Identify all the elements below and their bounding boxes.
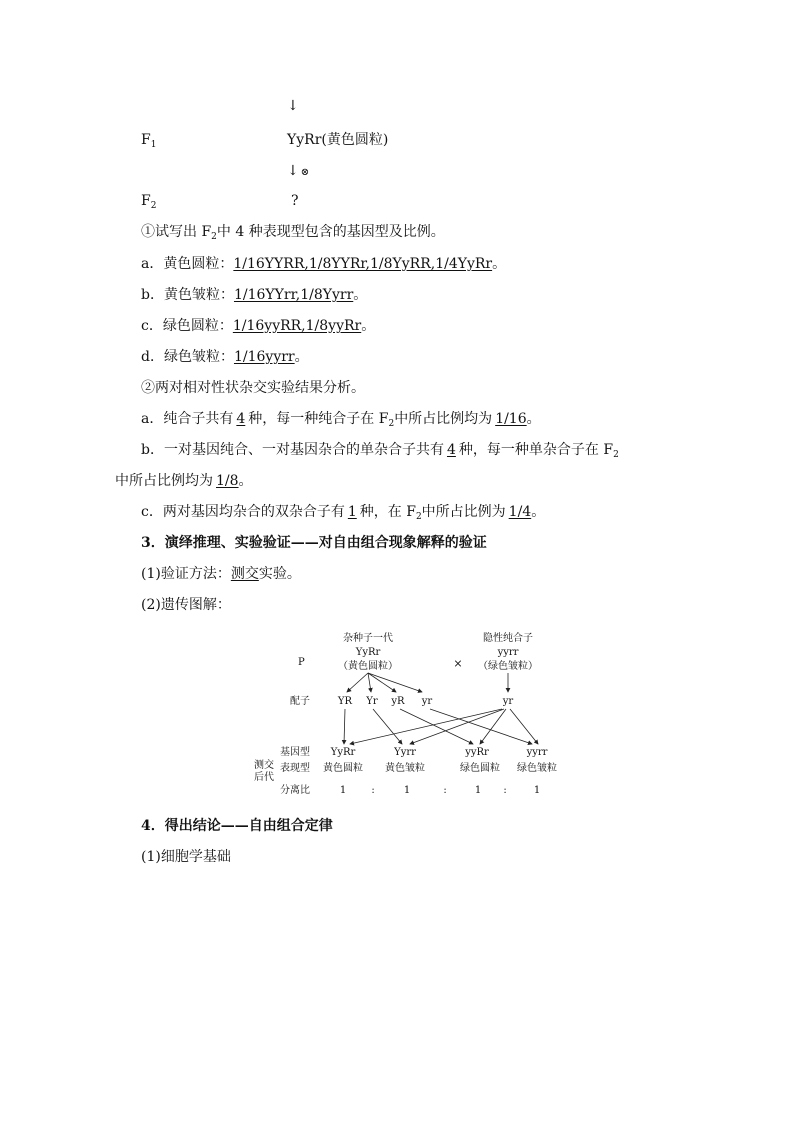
q2-intro: ②两对相对性状杂交实验结果分析。 [141,380,365,396]
q2-item-c: c．两对基因均杂合的双杂合子有 1 种，在 $F_2$中所占比例为 1/4。 [141,504,546,522]
phenotype-label: 表现型 [280,763,310,774]
gamete-yr: yr [421,696,433,707]
verify-method: (1)验证方法：测交实验。 [141,566,301,582]
offspring-phenotype-2: 黄色皱粒 [385,763,425,774]
q1-item-b: b．黄色皱粒：1/16YYrr,1/8Yyrr。 [141,287,368,303]
self-cross-arrow [287,161,309,183]
recessive-title: 隐性纯合子 [483,633,533,644]
offspring-genotype-3: yyRr [465,747,489,758]
offspring-genotype-2: Yyrr [394,747,416,758]
genotype-label: 基因型 [280,747,310,758]
f1-label: $F_1$ [141,132,157,150]
diagram-label: (2)遗传图解： [141,597,231,613]
ratio-label: 分离比 [280,785,310,796]
hybrid-title: 杂种子一代 [343,633,393,644]
answer-blank: 1/16YYrr,1/8Yyrr [233,287,354,303]
arrow-down-icon: ↓ [287,98,299,114]
offspring-label-1: 测交 [254,760,274,771]
q1-item-d: d．绿色皱粒：1/16yyrr。 [141,349,309,365]
q2-item-b: b．一对基因纯合、一对基因杂合的单杂合子共有 4 种，每一种单杂合子在 $F_2$ [141,442,619,460]
ratio-colon: : [443,785,447,796]
gamete-yR: yR [391,696,405,707]
gamete-YR: YR [337,696,353,707]
answer-blank: 1/16yyrr [233,349,295,365]
f2-label: $F_2$ [141,193,157,211]
ratio-2: 1 [403,785,411,796]
f1-genotype: YyRr(黄色圆粒) [287,132,389,148]
q1-item-c: c．绿色圆粒：1/16yyRR,1/8yyRr。 [141,318,376,334]
offspring-label-2: 后代 [254,772,274,783]
ratio-1: 1 [339,785,347,796]
offspring-genotype-1: YyRr [330,747,356,758]
section4-sub1: (1)细胞学基础 [141,849,231,865]
section4-heading: 4．得出结论——自由组合定律 [141,818,333,834]
ratio-4: 1 [533,785,541,796]
hybrid-phenotype: （黄色圆粒） [338,661,398,672]
recessive-genotype: yyrr [497,647,519,658]
ratio-colon: : [503,785,507,796]
test-cross-diagram [240,625,580,800]
offspring-phenotype-1: 黄色圆粒 [323,763,363,774]
f2-question: ? [291,193,299,209]
gamete-label: 配子 [290,696,310,707]
offspring-genotype-4: yyrr [526,747,548,758]
q2-item-a: a．纯合子共有 4 种，每一种纯合子在 $F_2$中所占比例均为 1/16。 [141,411,541,429]
ratio-colon: : [371,785,375,796]
q1-intro: ①试写出 $F_2$中 4 种表现型包含的基因型及比例。 [141,224,445,242]
recessive-gamete: yr [502,696,514,707]
gamete-Yr: Yr [366,696,378,707]
offspring-phenotype-4: 绿色皱粒 [517,763,557,774]
answer-blank: 1/16yyRR,1/8yyRr [232,318,362,334]
q2-item-b-cont: 中所占比例均为 1/8。 [115,473,253,489]
arrow-down-icon: ↓ [287,163,299,179]
section3-heading: 3．演绎推理、实验验证——对自由组合现象解释的验证 [141,535,487,551]
recessive-phenotype: （绿色皱粒） [478,661,538,672]
q1-item-a: a．黄色圆粒：1/16YYRR,1/8YYRr,1/8YyRR,1/4YyRr。 [141,256,507,272]
answer-blank: 1/16YYRR,1/8YYRr,1/8YyRR,1/4YyRr [233,256,493,272]
hybrid-genotype: YyRr [355,647,381,658]
offspring-phenotype-3: 绿色圆粒 [460,763,500,774]
self-cross-icon: ⊗ [300,167,310,178]
ratio-3: 1 [474,785,482,796]
p-label: P [298,657,305,668]
cross-sign: × [453,657,463,670]
